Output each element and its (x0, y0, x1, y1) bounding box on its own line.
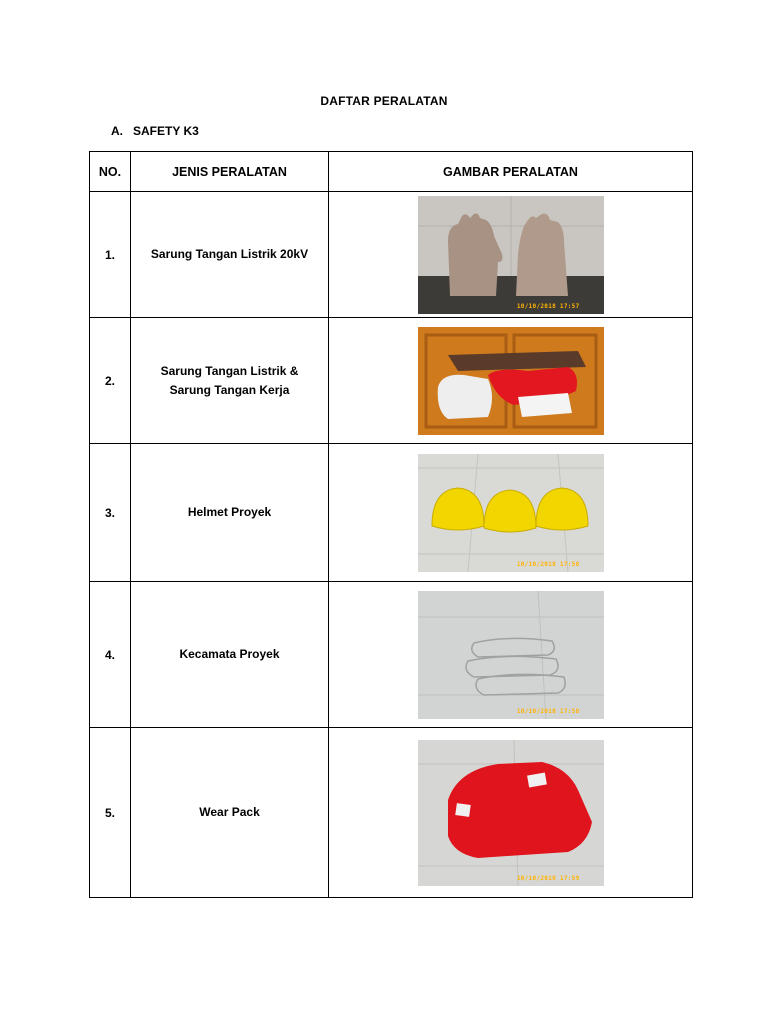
row-number: 2. (90, 318, 131, 444)
table-row (90, 728, 693, 898)
section-letter: A. (111, 124, 123, 138)
equipment-name: Sarung Tangan Listrik 20kV (131, 192, 329, 318)
section-heading (111, 124, 199, 138)
work-gloves-photo (418, 327, 604, 435)
wear-pack-photo (418, 740, 604, 886)
table-row (90, 192, 693, 318)
equipment-picture-cell (329, 582, 693, 728)
photo-timestamp: 10/10/2018 17:59 (516, 874, 580, 882)
table-row (90, 444, 693, 582)
photo-timestamp: 10/10/2018 17:57 (516, 302, 580, 310)
equipment-picture-cell (329, 318, 693, 444)
table-header-row (90, 152, 693, 192)
equipment-name: Helmet Proyek (131, 444, 329, 582)
document-title: DAFTAR PERALATAN (320, 94, 448, 108)
hard-hats-photo (418, 454, 604, 572)
photo-timestamp: 10/10/2018 17:58 (516, 707, 580, 715)
electrical-gloves-photo (418, 196, 604, 314)
header-no: NO. (90, 152, 131, 192)
section-title: SAFETY K3 (133, 124, 199, 138)
header-equipment-type: JENIS PERALATAN (131, 152, 329, 192)
equipment-name: Sarung Tangan Listrik & Sarung Tangan Kerja (131, 318, 329, 444)
safety-glasses-photo (418, 591, 604, 719)
row-number: 1. (90, 192, 131, 318)
row-number: 5. (90, 728, 131, 898)
table-row (90, 582, 693, 728)
header-equipment-picture: GAMBAR PERALATAN (329, 152, 693, 192)
photo-timestamp: 10/10/2018 17:58 (516, 560, 580, 568)
equipment-picture-cell (329, 728, 693, 898)
equipment-name: Kecamata Proyek (131, 582, 329, 728)
equipment-table (89, 151, 693, 898)
row-number: 4. (90, 582, 131, 728)
row-number: 3. (90, 444, 131, 582)
equipment-picture-cell (329, 444, 693, 582)
table-row (90, 318, 693, 444)
equipment-name: Wear Pack (131, 728, 329, 898)
equipment-picture-cell (329, 192, 693, 318)
